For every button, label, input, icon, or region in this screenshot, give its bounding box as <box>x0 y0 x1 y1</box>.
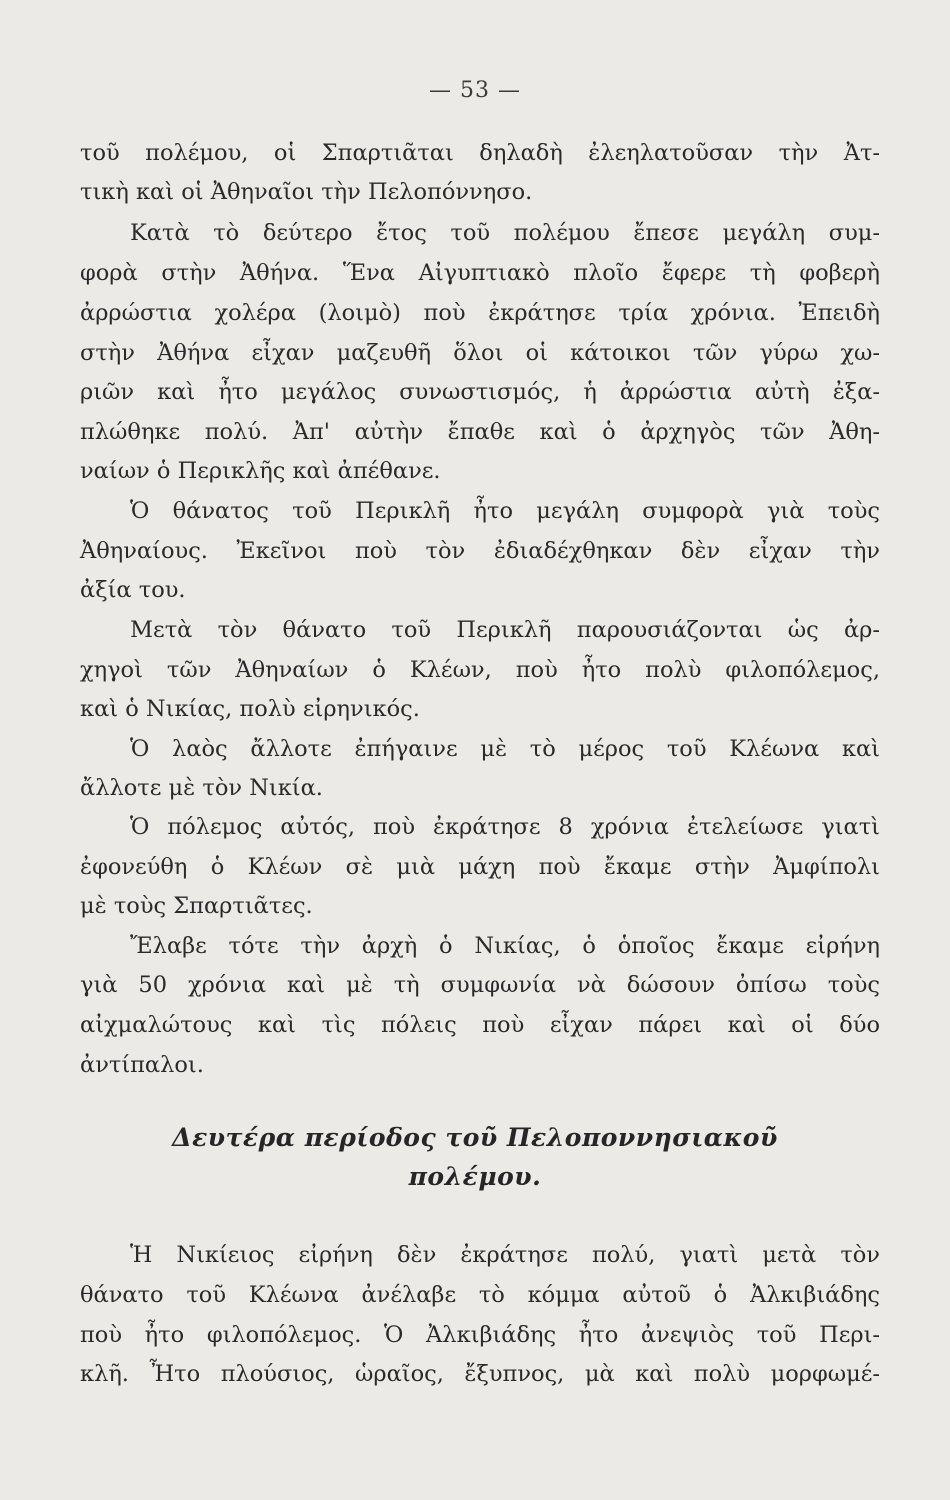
text-line: θάνατο τοῦ Κλέωνα ἀνέλαβε τὸ κόμμα αὐτοῦ ὁ Ἀλκιβιάδης <box>80 1282 880 1308</box>
text-line: πλώθηκε πολύ. Ἀπ' αὐτὴν ἔπαθε καὶ ὁ ἀρχηγὸς τῶν Ἀθη- <box>80 419 880 445</box>
text-line: τοῦ πολέμου, οἱ Σπαρτιᾶται δηλαδὴ ἐλεηλατοῦσαν τὴν Ἀτ- <box>80 140 880 166</box>
section-heading-continuation: πολέμου. <box>408 1162 542 1191</box>
text-line: κλῆ. Ἦτο πλούσιος, ὡραῖος, ἔξυπνος, μὰ καὶ πολὺ μορφωμέ- <box>80 1361 880 1387</box>
text-line: Μετὰ τὸν θάνατο τοῦ Περικλῆ παρουσιάζονται ὡς ἀρ- <box>130 617 880 643</box>
text-line: μὲ τοὺς Σπαρτιᾶτες. <box>80 893 313 919</box>
text-line: Ὁ λαὸς ἄλλοτε ἐπήγαινε μὲ τὸ μέρος τοῦ Κλέωνα καὶ <box>130 736 880 762</box>
text-line: ἀντίπαλοι. <box>80 1052 204 1078</box>
text-line: τικὴ καὶ οἱ Ἀθηναῖοι τὴν Πελοπόννησο. <box>80 179 533 205</box>
text-line: Ὁ θάνατος τοῦ Περικλῆ ἦτο μεγάλη συμφορὰ γιὰ τοὺς <box>130 498 880 524</box>
text-line: Ἀθηναίους. Ἐκεῖνοι ποὺ τὸν ἐδιαδέχθηκαν δὲν εἶχαν τὴν <box>80 538 880 564</box>
text-line: Ὁ πόλεμος αὐτός, ποὺ ἐκράτησε 8 χρόνια ἐτελείωσε γιατὶ <box>130 814 880 840</box>
text-line: ἄλλοτε μὲ τὸν Νικία. <box>80 775 323 801</box>
text-line: στὴν Ἀθήνα εἶχαν μαζευθῆ ὅλοι οἱ κάτοικοι τῶν γύρω χω- <box>80 340 880 366</box>
text-line: ναίων ὁ Περικλῆς καὶ ἀπέθανε. <box>80 458 441 484</box>
text-line: ποὺ ἦτο φιλοπόλεμος. Ὁ Ἀλκιβιάδης ἦτο ἀνεψιὸς τοῦ Περι- <box>80 1322 880 1348</box>
text-line: αἰχμαλώτους καὶ τὶς πόλεις ποὺ εἶχαν πάρει καὶ οἱ δύο <box>80 1012 880 1038</box>
text-line: ἀξία του. <box>80 577 186 603</box>
text-line: Ἡ Νικίειος εἰρήνη δὲν ἐκράτησε πολύ, γιατὶ μετὰ τὸν <box>130 1242 880 1268</box>
text-line: χηγοὶ τῶν Ἀθηναίων ὁ Κλέων, ποὺ ἦτο πολὺ φιλοπόλεμος, <box>80 657 880 683</box>
text-line: φορὰ στὴν Ἀθήνα. Ἕνα Αἰγυπτιακὸ πλοῖο ἔφερε τὴ φοβερὴ <box>80 260 880 286</box>
page-number: — 53 — <box>429 78 521 103</box>
text-line: ριῶν καὶ ἦτο μεγάλος συνωστισμός, ἡ ἀρρώστια αὐτὴ ἐξα- <box>80 379 880 405</box>
section-heading: Δευτέρα περίοδος τοῦ Πελοποννησιακοῦ <box>172 1123 778 1152</box>
text-line: καὶ ὁ Νικίας, πολὺ εἰρηνικός. <box>80 696 420 722</box>
text-line: ἐφονεύθη ὁ Κλέων σὲ μιὰ μάχη ποὺ ἔκαμε στὴν Ἀμφίπολι <box>80 854 880 880</box>
text-line: ἀρρώστια χολέρα (λοιμὸ) ποὺ ἐκράτησε τρία χρόνια. Ἐπειδὴ <box>80 300 880 326</box>
text-line: Ἔλαβε τότε τὴν ἀρχὴ ὁ Νικίας, ὁ ὁποῖος ἔκαμε εἰρήνη <box>130 933 880 959</box>
text-line: γιὰ 50 χρόνια καὶ μὲ τὴ συμφωνία νὰ δώσουν ὀπίσω τοὺς <box>80 972 880 998</box>
text-line: Κατὰ τὸ δεύτερο ἔτος τοῦ πολέμου ἔπεσε μεγάλη συμ- <box>130 220 880 246</box>
